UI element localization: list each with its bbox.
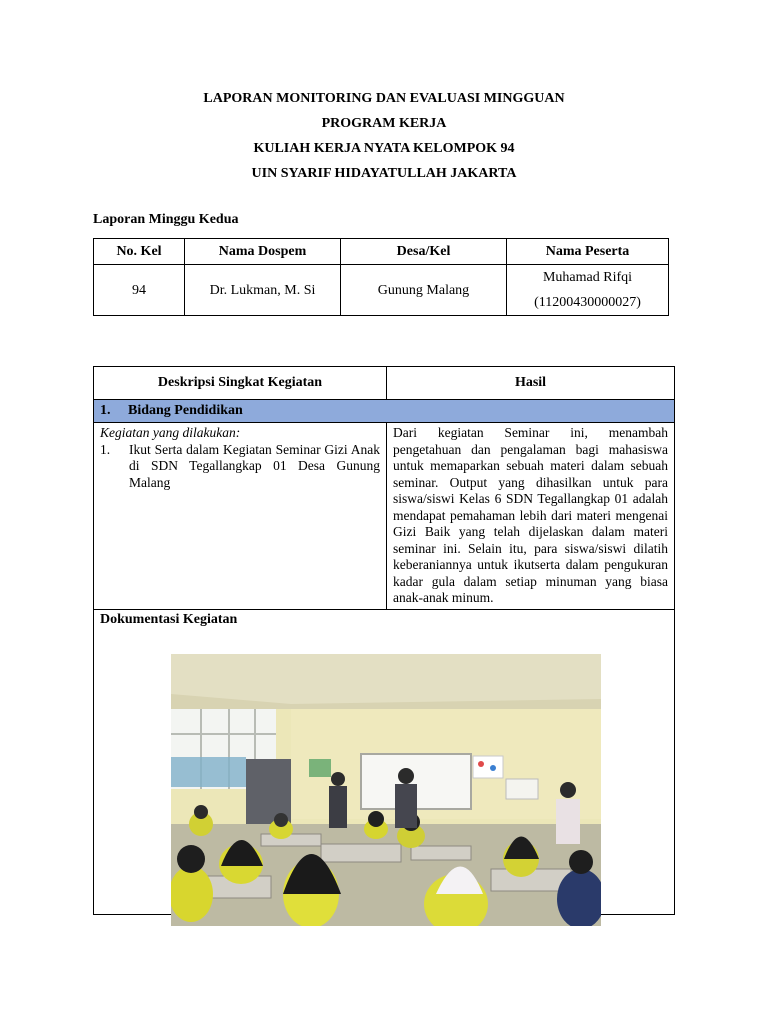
peserta-nim: (11200430000027)	[534, 295, 641, 310]
documentation-label: Dokumentasi Kegiatan	[100, 611, 238, 627]
header-peserta: Nama Peserta	[507, 239, 669, 265]
section-number: 1.	[100, 403, 111, 418]
cell-dospem: Dr. Lukman, M. Si	[185, 265, 341, 316]
title-line-2: PROGRAM KERJA	[321, 116, 447, 131]
header-hasil: Hasil	[387, 367, 675, 400]
activity-description-cell	[94, 423, 387, 610]
week-label: Laporan Minggu Kedua	[93, 212, 239, 227]
header-desa: Desa/Kel	[341, 239, 507, 265]
info-header-row	[94, 239, 669, 265]
cell-peserta	[507, 265, 669, 316]
header-no-kel: No. Kel	[94, 239, 185, 265]
activity-item	[100, 442, 380, 492]
activity-item-text: Ikut Serta dalam Kegiatan Seminar Gizi Anak di SDN Tegallangkap 01 Desa Gunung Malang	[129, 441, 380, 490]
info-table	[93, 238, 669, 316]
cell-no-kel: 94	[94, 265, 185, 316]
title-line-4: UIN SYARIF HIDAYATULLAH JAKARTA	[251, 166, 517, 181]
activities-label: Kegiatan yang dilakukan:	[100, 425, 241, 440]
activity-header-row	[94, 367, 675, 400]
section-row	[94, 400, 675, 423]
info-data-row	[94, 265, 669, 316]
section-title: Bidang Pendidikan	[128, 403, 243, 418]
activity-body-row	[94, 423, 675, 610]
report-title	[0, 86, 768, 186]
header-deskripsi: Deskripsi Singkat Kegiatan	[94, 367, 387, 400]
title-line-3: KULIAH KERJA NYATA KELOMPOK 94	[253, 141, 515, 156]
cell-desa: Gunung Malang	[341, 265, 507, 316]
activity-photo	[171, 654, 601, 926]
peserta-name: Muhamad Rifqi	[542, 270, 633, 285]
activity-item-number: 1.	[100, 441, 111, 457]
section-heading	[94, 400, 675, 423]
header-dospem: Nama Dospem	[185, 239, 341, 265]
title-line-1: LAPORAN MONITORING DAN EVALUASI MINGGUAN	[203, 91, 565, 106]
activity-result-cell: Dari kegiatan Seminar ini, menambah pengetahuan dan pengalaman bagi mahasiswa untuk memaparkan sebuah materi dalam sebuah seminar. Output yang dihasilkan untuk para siswa/siswi Kelas 6 SDN Tegallangkap 01 adalah mendapat pemahaman lebih dari materi mengenai Gizi Baik yang telah dijelaskan dalam materi seminar ini. Selain itu, para siswa/siswi dilatih keberaniannya untuk ikutserta dalam pengukuran kadar gula dalam setiap minuman yang biasa anak-anak minum.	[387, 423, 675, 610]
